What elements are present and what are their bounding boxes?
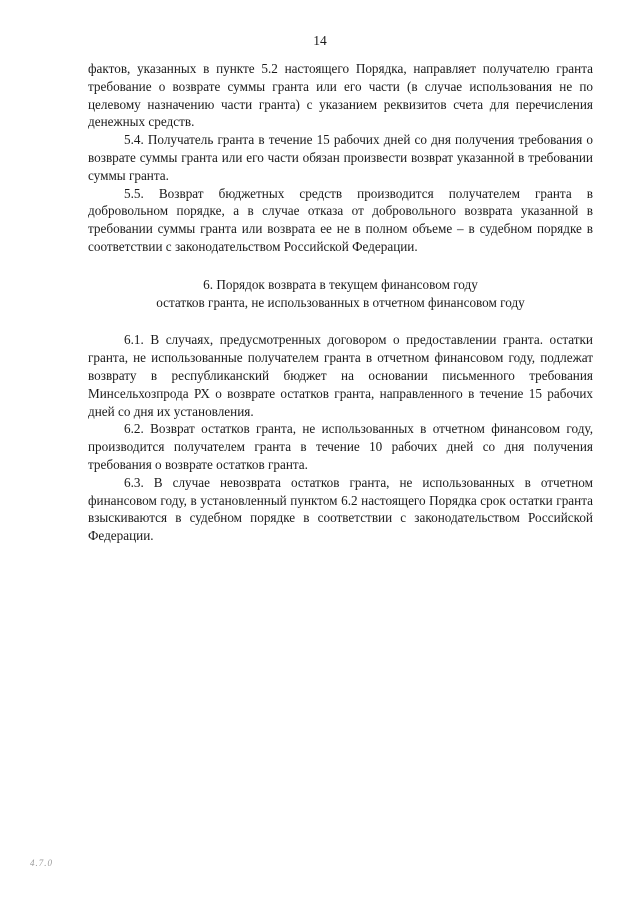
margin-mark: 4.7.0: [30, 858, 53, 868]
paragraph-6-1: 6.1. В случаях, предусмотренных договором о предоставлении гранта. остатки гранта, не использованные получателем гранта в отчетном финансовом году, подлежат возврату в республиканский бюджет на основании письменного требования Минсельхозпрода РХ о возврате остатков гранта, направленного в течение 15 рабочих дней со дня их установления.: [88, 332, 593, 419]
paragraph-5-4: 5.4. Получатель гранта в течение 15 рабочих дней со дня получения требования о возврате суммы гранта или его части обязан произвести возврат указанной в требовании суммы гранта.: [88, 132, 593, 183]
section-6-heading: [88, 276, 593, 312]
paragraph-5-5: 5.5. Возврат бюджетных средств производится получателем гранта в добровольном порядке, а в случае отказа от добровольного возврата указанной в требовании суммы гранта или возврата ее не в полном объеме – в судебном порядке в соответствии с законодательством Российской Федерации.: [88, 185, 593, 254]
paragraph-6-2: 6.2. Возврат остатков гранта, не использованных в отчетном финансовом году, производится получателем гранта в течение 10 рабочих дней со дня получения требования о возврате остатков гранта.: [88, 421, 593, 472]
paragraph-6-3: 6.3. В случае невозврата остатков гранта, не использованных в отчетном финансовом году, в установленный пунктом 6.2 настоящего Порядка срок остатки гранта взыскиваются в судебном порядке в соответствии с законодательством Российской Федерации.: [88, 474, 593, 544]
section-6-heading-line-2: остатков гранта, не использованных в отчетном финансовом году: [156, 294, 525, 310]
page-number: 14: [313, 33, 327, 48]
section-6-heading-line-1: 6. Порядок возврата в текущем финансовом году: [203, 276, 478, 292]
document-body: [88, 60, 593, 545]
paragraph-continuation: фактов, указанных в пункте 5.2 настоящего Порядка, направляет получателю гранта требование о возврате суммы гранта или его части (в случае использования не по целевому назначению части гранта) с указанием реквизитов счета для перечисления денежных средств.: [88, 61, 593, 130]
